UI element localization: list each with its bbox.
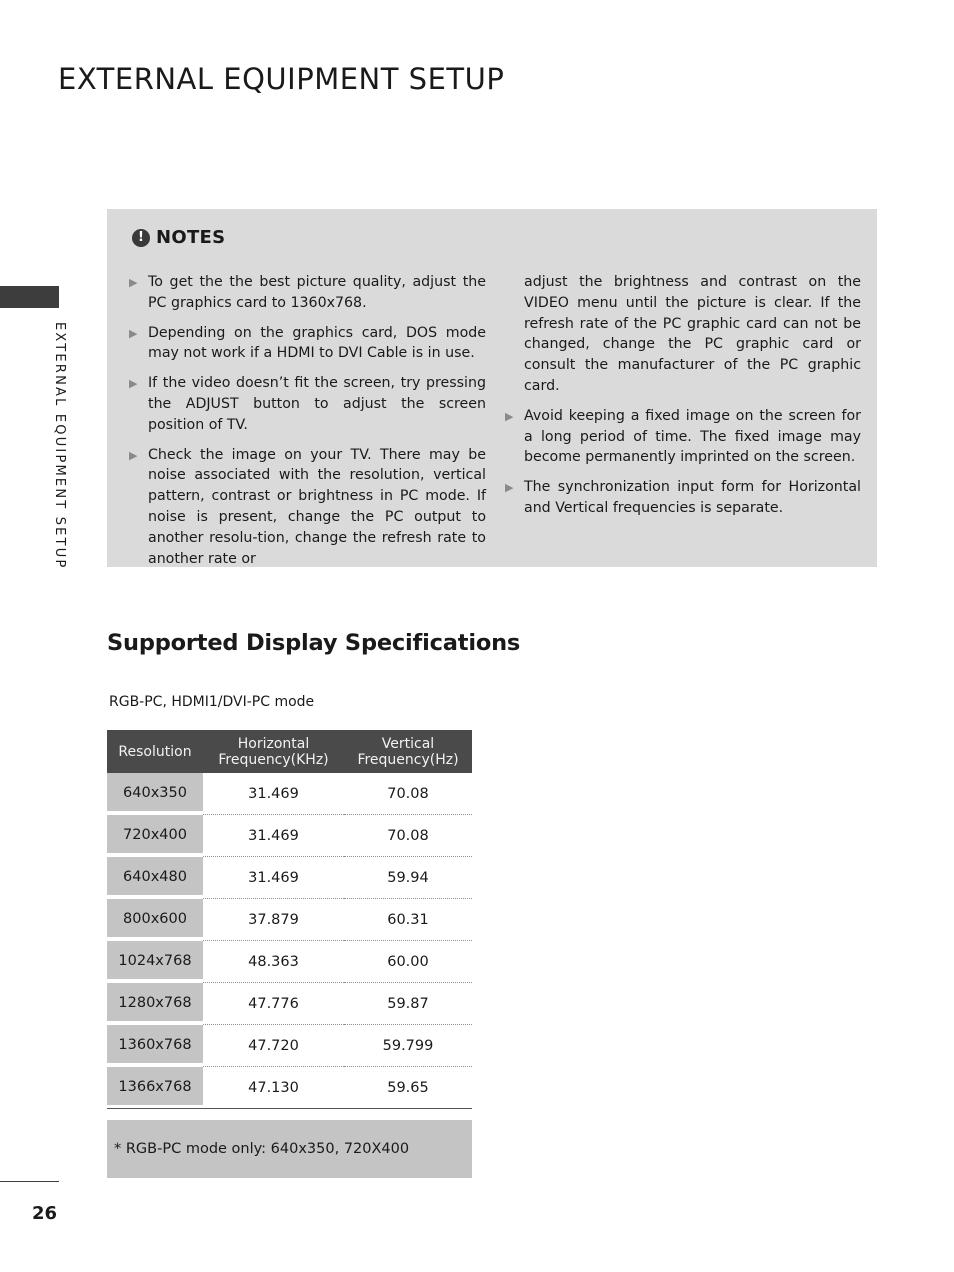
cell-vertical: 70.08 <box>344 773 472 815</box>
table-row <box>107 1067 472 1109</box>
spec-table <box>107 730 472 1109</box>
table-row <box>107 773 472 815</box>
cell-horizontal: 47.130 <box>248 1080 299 1096</box>
cell-horizontal: 37.879 <box>203 899 344 941</box>
notes-right-column <box>505 272 861 528</box>
table-row <box>107 857 472 899</box>
cell-horizontal: 47.776 <box>203 983 344 1025</box>
exclamation-icon: ! <box>132 229 150 247</box>
triangle-right-icon: ▶ <box>129 276 138 289</box>
cell-vertical: 60.31 <box>344 899 472 941</box>
cell-resolution: 640x350 <box>107 773 203 815</box>
mode-label: RGB-PC, HDMI1/DVI-PC mode <box>109 694 315 710</box>
table-row <box>107 1025 472 1067</box>
cell-resolution: 800x600 <box>107 899 203 941</box>
triangle-right-icon: ▶ <box>129 326 138 340</box>
notes-header <box>132 227 225 248</box>
note-text: Avoid keeping a fixed image on the screen for a long period of time. The fixed image may become permanently imprinted on the screen. <box>524 407 861 466</box>
table-header <box>107 730 472 773</box>
header-vertical-line2: Frequency(Hz) <box>357 751 459 768</box>
cell-vertical: 59.94 <box>344 857 472 899</box>
footnote-box <box>107 1120 472 1178</box>
cell-resolution: 720x400 <box>107 815 203 857</box>
cell-vertical: 70.08 <box>344 815 472 857</box>
cell-vertical: 59.799 <box>344 1025 472 1067</box>
note-text: If the video doesn’t fit the screen, try pressing the ADJUST button to adjust the screen position of TV. <box>148 375 486 433</box>
page-title: EXTERNAL EQUIPMENT SETUP <box>58 62 505 96</box>
table-row <box>107 983 472 1025</box>
note-item <box>129 323 486 365</box>
header-horizontal-line1: Horizontal <box>237 735 310 752</box>
cell-resolution: 1280x768 <box>107 983 203 1025</box>
note-continuation: adjust the brightness and contrast on the VIDEO menu until the picture is clear. If the refresh rate of the PC graphic card can not be changed, change the PC graphic card or consult the manufacturer of the PC graphic card. <box>524 274 861 394</box>
note-item <box>129 272 486 314</box>
notes-left-column <box>129 272 486 578</box>
note-text: Depending on the graphics card, DOS mode may not work if a HDMI to DVI Cable is in use. <box>148 324 486 362</box>
table-row <box>107 815 472 857</box>
page-number: 26 <box>32 1203 58 1224</box>
footer-rule <box>0 1181 59 1182</box>
cell-resolution: 1024x768 <box>107 941 203 983</box>
cell-horizontal: 48.363 <box>203 941 344 983</box>
triangle-right-icon: ▶ <box>505 481 514 495</box>
cell-horizontal: 31.469 <box>203 773 344 815</box>
cell-resolution: 1360x768 <box>107 1025 203 1067</box>
side-tab-marker <box>0 286 59 308</box>
cell-vertical: 60.00 <box>344 941 472 983</box>
cell-horizontal: 31.469 <box>203 857 344 899</box>
cell-resolution: 1366x768 <box>107 1067 203 1109</box>
table-bottom-rule <box>107 1108 472 1109</box>
note-text: Check the image on your TV. There may be noise associated with the resolution, vertical pattern, contrast or brightness in PC mode. If noise is present, change the PC output to another resolu-tion, change the refresh rate to another rate or <box>148 446 486 567</box>
note-text: The synchronization input form for Horizontal and Vertical frequencies is separate. <box>524 479 861 516</box>
header-vertical-line1: Vertical <box>381 735 435 752</box>
note-item <box>505 406 861 468</box>
note-item <box>505 477 861 519</box>
footnote-text: * RGB-PC mode only: 640x350, 720X400 <box>114 1141 410 1157</box>
triangle-right-icon: ▶ <box>129 377 138 391</box>
note-item <box>129 445 486 570</box>
header-horizontal <box>203 730 344 773</box>
notes-title: NOTES <box>156 227 226 248</box>
triangle-right-icon: ▶ <box>129 448 138 462</box>
cell-resolution: 640x480 <box>107 857 203 899</box>
triangle-right-icon: ▶ <box>505 409 514 423</box>
note-item <box>129 373 486 435</box>
header-resolution: Resolution <box>118 743 192 760</box>
header-vertical <box>344 730 472 773</box>
cell-vertical: 59.87 <box>344 983 472 1025</box>
table-row <box>107 899 472 941</box>
cell-horizontal: 47.720 <box>203 1025 344 1067</box>
cell-horizontal: 31.469 <box>203 815 344 857</box>
table-row <box>107 941 472 983</box>
notes-panel <box>107 209 877 567</box>
header-horizontal-line2: Frequency(KHz) <box>218 751 329 768</box>
note-text: To get the the best picture quality, adjust the PC graphics card to 1360x768. <box>148 274 486 311</box>
cell-vertical: 59.65 <box>387 1080 429 1096</box>
side-section-label: EXTERNAL EQUIPMENT SETUP <box>52 322 67 570</box>
section-title: Supported Display Specifications <box>107 630 521 656</box>
